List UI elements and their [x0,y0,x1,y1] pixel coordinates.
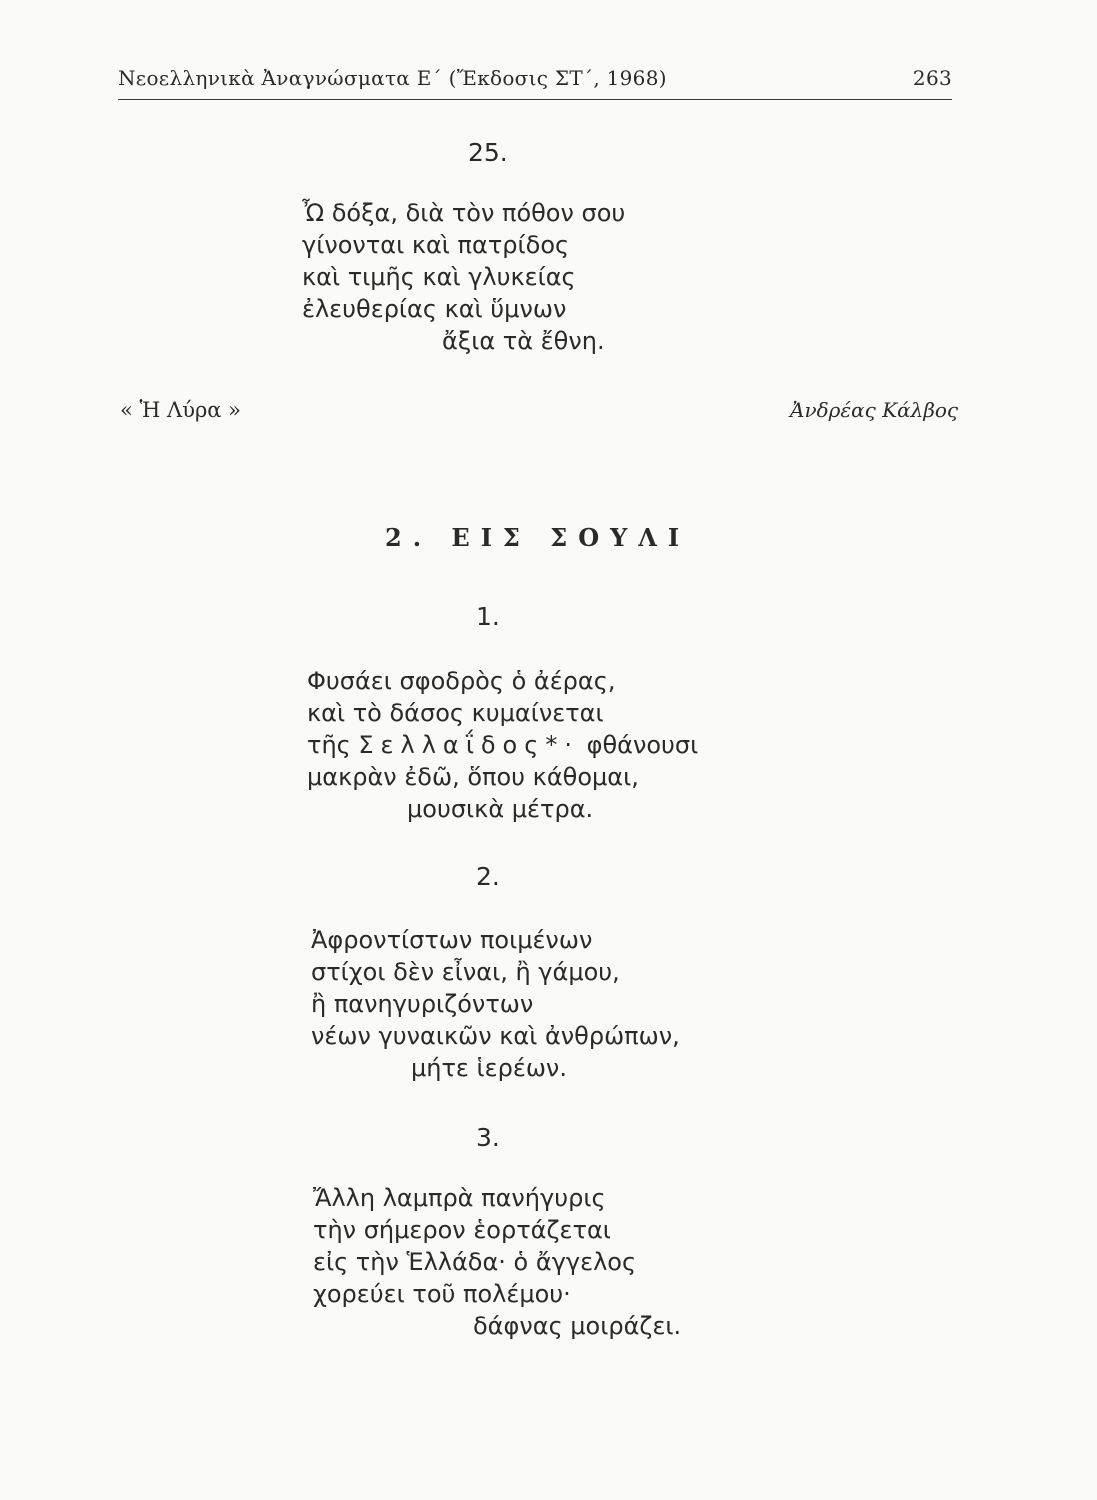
verse-line: μήτε ἱερέων. [411,1054,567,1082]
poem-source: « Ἡ Λύρα » [120,398,242,422]
verse-line: Ὦ δόξα, διὰ τὸν πόθον σου [302,199,626,227]
poem-stanza [302,197,625,357]
verse-line: καὶ τὸ δάσος κυμαίνεται [307,699,604,727]
page-number: 263 [912,66,952,90]
verse-line: ἐλευθερίας καὶ ὕμνων [302,295,567,323]
verse-line: Ἀφροντίστων ποιμένων [311,926,593,954]
poem-author: Ἀνδρέας Κάλβος [790,398,959,422]
header-rule [118,99,952,100]
verse-line: στίχοι δὲν εἶναι, ἢ γάμου, [311,958,620,986]
stanza-number: 3. [476,1123,500,1152]
verse-line: ἢ πανηγυριζόντων [311,990,534,1018]
poem-number: 25. [468,138,508,167]
verse-line: ἄξια τὰ ἔθνη. [442,327,605,355]
verse-line: χορεύει τοῦ πολέμου· [313,1280,571,1308]
running-title: Νεοελληνικὰ Ἀναγνώσματα Ε΄ (Ἔκδοσις ΣΤ΄, 1968) [118,66,667,90]
verse-line: γίνονται καὶ πατρίδος [302,231,570,259]
page-header [118,62,952,98]
stanza-number: 1. [476,602,500,631]
verse-line: εἰς τὴν Ἑλλάδα· ὁ ἄγγελος [313,1248,637,1276]
verse-line: δάφνας μοιράζει. [473,1312,682,1340]
verse-line: Ἄλλη λαμπρὰ πανήγυρις [313,1184,606,1212]
spaced-word: Σελλαΐδος*· [358,731,579,759]
verse-line: νέων γυναικῶν καὶ ἀνθρώπων, [311,1022,680,1050]
stanza [307,665,698,825]
section-title: 2. ΕΙΣ ΣΟΥΛΙ [385,523,691,552]
verse-line: Φυσάει σφοδρὸς ὁ ἀέρας, [307,667,616,695]
stanza [311,924,680,1084]
verse-word: φθάνουσι [586,731,699,759]
verse-line: τὴν σήμερον ἑορτάζεται [313,1216,611,1244]
verse-line [307,729,698,761]
verse-line: μακρὰν ἐδῶ, ὅπου κάθομαι, [307,763,639,791]
stanza [313,1182,681,1342]
verse-line: καὶ τιμῆς καὶ γλυκείας [302,263,576,291]
verse-word: τῆς [307,731,351,759]
stanza-number: 2. [476,862,500,891]
verse-line: μουσικὰ μέτρα. [407,795,594,823]
